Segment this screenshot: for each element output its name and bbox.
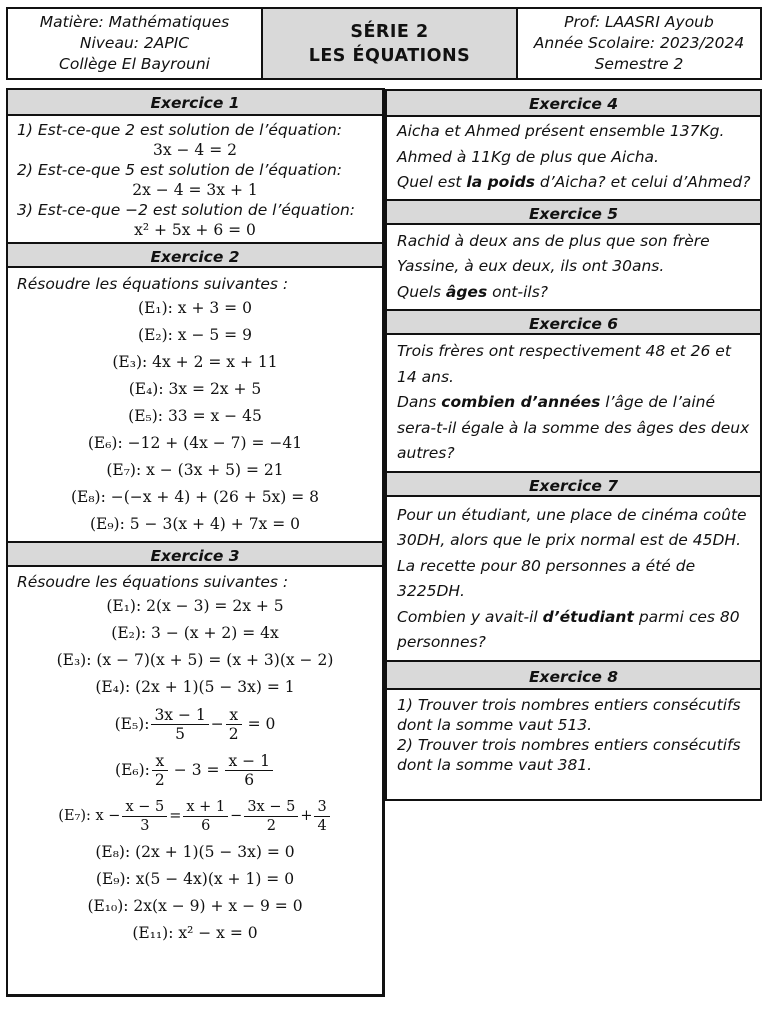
exercise-2-title: Exercice 2 (8, 242, 382, 268)
ex4-line-2: Ahmed à 11Kg de plus que Aicha. (397, 147, 659, 166)
operator: − 3 = (173, 761, 220, 779)
ex2-equation: (E₇): x − (3x + 5) = 21 (106, 461, 284, 479)
exercise-8-body (387, 690, 760, 779)
operator: − (230, 808, 243, 824)
ex4-line-3 (397, 170, 751, 196)
exercise-6-title: Exercice 6 (387, 309, 760, 335)
ex2-equation: (E₂): x − 5 = 9 (138, 326, 252, 344)
text: Dans (397, 393, 442, 411)
exercise-2-body (8, 268, 382, 541)
ex2-equation: (E₉): 5 − 3(x + 4) + 7x = 0 (89, 515, 301, 533)
numerator: x − 1 (225, 752, 272, 771)
header-left (8, 9, 263, 78)
ex3-equation-3: (E₃): (x − 7)(x + 5) = (x + 3)(x − 2) (56, 651, 334, 669)
exercise-7-title: Exercice 7 (387, 471, 760, 497)
denominator: 6 (201, 817, 211, 834)
text: l’âge de l’ainé sera-t-il égale à la somme des âges des deux autres? (397, 393, 750, 462)
text: Quel est (397, 173, 467, 191)
subject: Matière: Mathématiques (39, 13, 230, 31)
exercise-3-title: Exercice 3 (8, 541, 382, 567)
eq-label: (E₆): (115, 761, 150, 779)
ex2-equation: (E₄): 3x = 2x + 5 (128, 380, 262, 398)
ex2-equation: (E₈): −(−x + 4) + (26 + 5x) = 8 (70, 488, 320, 506)
ex5-line-1: Rachid à deux ans de plus que son frère Yassine, à eux deux, ils ont 30ans. (397, 231, 710, 275)
exercise-4-body (387, 117, 760, 199)
ex2-equation: (E₃): 4x + 2 = x + 11 (112, 353, 278, 371)
ex4-line-1: Aicha et Ahmed présent ensemble 137Kg. (397, 122, 725, 140)
denominator: 3 (140, 817, 150, 834)
right-column (385, 89, 762, 801)
ex2-equation: (E₅): 33 = x − 45 (128, 407, 262, 425)
ex1-equation-3: x² + 5x + 6 = 0 (134, 221, 256, 239)
ex7-line-2: La recette pour 80 personnes a été de 3225DH. (397, 556, 696, 600)
denominator: 5 (175, 724, 186, 743)
text: parmi ces 80 personnes? (397, 607, 740, 651)
text: ont-ils? (487, 282, 548, 301)
exercise-5-body (387, 225, 760, 310)
level: Niveau: 2APIC (79, 34, 190, 52)
eq-label: (E₇): x − (58, 808, 121, 824)
ex3-equation-1: (E₁): 2(x − 3) = 2x + 5 (106, 597, 284, 615)
ex2-intro: Résoudre les équations suivantes : (17, 275, 289, 293)
denominator: 2 (154, 770, 165, 789)
ex3-intro: Résoudre les équations suivantes : (17, 573, 289, 591)
numerator: 3 (314, 798, 329, 817)
fraction (314, 798, 329, 835)
ex1-equation-2: 2x − 4 = 3x + 1 (132, 181, 258, 199)
page-title: LES ÉQUATIONS (308, 45, 471, 66)
numerator: 3x − 5 (244, 798, 298, 817)
emphasis: la poids (466, 173, 535, 191)
exercise-3-body (8, 567, 382, 951)
header-right (518, 9, 760, 78)
denominator: 2 (266, 817, 276, 834)
ex7-line-3 (397, 605, 751, 656)
eq-label: (E₅): (114, 715, 150, 733)
series-label: SÉRIE 2 (350, 21, 429, 42)
school-year: Année Scolaire: 2023/2024 (533, 34, 745, 52)
ex7-line-1: Pour un étudiant, une place de cinéma coûte 30DH, alors que le prix normal est de 45DH. (397, 505, 747, 549)
ex3-equation-9: (E₉): x(5 − 4x)(x + 1) = 0 (95, 870, 295, 888)
ex1-question-1: 1) Est-ce-que 2 est solution de l’équation: (17, 121, 343, 139)
ex3-equation-10: (E₁₀): 2x(x − 9) + x − 9 = 0 (87, 897, 303, 915)
numerator: x (152, 752, 168, 771)
ex3-equation-5 (17, 701, 373, 747)
ex6-line-2 (397, 390, 751, 467)
operator: − (210, 715, 224, 733)
exercise-6-body (387, 335, 760, 471)
ex3-equation-6 (17, 747, 373, 793)
ex1-question-3: 3) Est-ce-que −2 est solution de l’équation: (17, 201, 355, 219)
fraction (225, 752, 272, 789)
ex8-question-1: 1) Trouver trois nombres entiers consécutifs dont la somme vaut 513. (397, 695, 741, 734)
numerator: x (226, 706, 242, 725)
ex3-equation-7 (17, 793, 373, 839)
ex3-equation-4: (E₄): (2x + 1)(5 − 3x) = 1 (95, 678, 295, 696)
exercise-7-body (387, 497, 760, 660)
operator: + (300, 808, 313, 824)
ex3-equation-8: (E₈): (2x + 1)(5 − 3x) = 0 (95, 843, 295, 861)
emphasis: combien d’années (441, 393, 601, 411)
ex6-line-1: Trois frères ont respectivement 48 et 26 et 14 ans. (397, 342, 731, 386)
fraction (151, 706, 208, 743)
text: Quels (397, 282, 446, 301)
emphasis: d’étudiant (542, 607, 634, 626)
numerator: x − 5 (122, 798, 167, 817)
exercise-4-title: Exercice 4 (387, 91, 760, 117)
teacher: Prof: LAASRI Ayoub (564, 13, 714, 31)
semester: Semestre 2 (594, 55, 684, 73)
ex1-question-2: 2) Est-ce-que 5 est solution de l’équation: (17, 161, 343, 179)
ex2-equation: (E₁): x + 3 = 0 (138, 299, 252, 317)
fraction (226, 706, 242, 743)
ex3-equation-11: (E₁₁): x² − x = 0 (132, 924, 258, 942)
ex8-question-2: 2) Trouver trois nombres entiers consécutifs dont la somme vaut 381. (397, 735, 741, 774)
rhs: = 0 (247, 715, 276, 733)
document-header (6, 7, 762, 80)
emphasis: âges (445, 282, 488, 301)
exercise-1-title: Exercice 1 (8, 90, 382, 116)
exercise-8-title: Exercice 8 (387, 660, 760, 690)
denominator: 2 (228, 724, 239, 743)
text: Combien y avait-il (397, 607, 543, 626)
operator: = (169, 808, 182, 824)
fraction (152, 752, 168, 789)
denominator: 6 (244, 770, 255, 789)
text: d’Aicha? et celui d’Ahmed? (534, 173, 751, 191)
ex5-line-2 (397, 280, 751, 306)
left-column (6, 88, 385, 997)
ex3-equation-2: (E₂): 3 − (x + 2) = 4x (111, 624, 279, 642)
fraction (183, 798, 228, 835)
school: Collège El Bayrouni (59, 55, 210, 73)
numerator: 3x − 1 (151, 706, 208, 725)
header-title (263, 9, 518, 78)
exercise-1-body (8, 116, 382, 242)
fraction (244, 798, 298, 835)
denominator: 4 (317, 817, 327, 834)
ex2-equation: (E₆): −12 + (4x − 7) = −41 (87, 434, 303, 452)
numerator: x + 1 (183, 798, 228, 817)
exercise-5-title: Exercice 5 (387, 199, 760, 225)
ex1-equation-1: 3x − 4 = 2 (152, 141, 237, 159)
fraction (122, 798, 167, 835)
